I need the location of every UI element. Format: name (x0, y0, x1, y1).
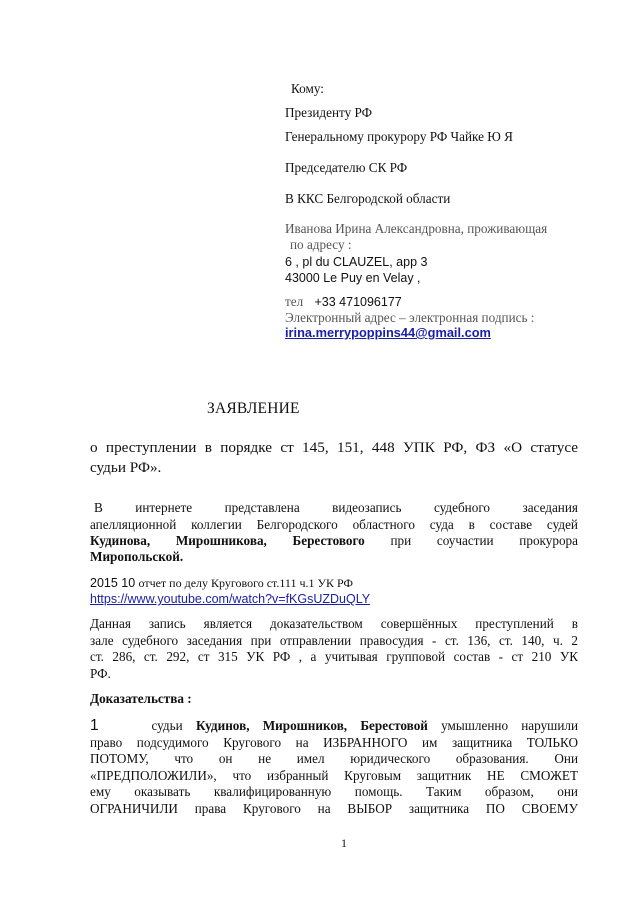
para3-judges: Кудинов, Мирошников, Берестовой (195, 718, 428, 733)
para3-line3: ПОТОМУ, что он не имел юридического образования. Они (90, 751, 578, 766)
page-number: 1 (341, 836, 347, 850)
paragraph-2 (90, 616, 578, 666)
para2-line1: Данная запись является доказательством совершённых преступлений в (90, 616, 578, 631)
sender-phone-row (285, 294, 402, 310)
para2-line3: ст. 286, ст. 292, ст 315 УК РФ , а учитывая групповой состав - ст 210 УК (90, 649, 578, 664)
subject-line2: судьи РФ». (90, 459, 162, 476)
para3-line1-rest: умышленно нарушили (441, 718, 578, 733)
para1-line1: В интернете представлена видеозапись судебного заседания (94, 500, 578, 515)
recipient-prosecutor: Генеральному прокурору РФ Чайке Ю Я (285, 129, 513, 144)
phone-label: тел (285, 294, 304, 309)
paragraph-3 (90, 718, 578, 817)
video-caption-row (90, 575, 353, 591)
para3-line4: «ПРЕДПОЛОЖИЛИ», что избранный Круговым защитник НЕ СМОЖЕТ (90, 767, 578, 783)
video-link[interactable]: https://www.youtube.com/watch?v=fKGsUZDuQLY (90, 592, 371, 606)
para1-line2: апелляционной коллегии Белгородского областного суда в составе судей (90, 516, 578, 532)
recipient-kks: В ККС Белгородской области (285, 191, 451, 206)
para1-line3 (90, 533, 578, 550)
recipient-investigative-committee: Председателю СК РФ (285, 160, 408, 175)
item-number: 1 (90, 718, 99, 734)
email-link[interactable]: irina.merrypoppins44@gmail.com (285, 325, 491, 340)
para2-line4: РФ. (90, 666, 111, 681)
judges-names: Кудинова, Мирошникова, Берестового (90, 533, 365, 548)
sender-address-line2: 43000 Le Puy en Velay , (285, 271, 421, 285)
evidence-heading: Доказательства : (90, 691, 192, 706)
phone-number: +33 471096177 (314, 295, 402, 309)
subject-block (90, 438, 578, 458)
para1-line3-rest: при соучастии прокурора (390, 533, 578, 548)
to-label: Кому: (291, 81, 324, 96)
sender-name: Иванова Ирина Александровна, проживающая (285, 221, 548, 236)
prosecutor-name: Миропольской. (90, 549, 184, 564)
para3-line2: право подсудимого Кругового на ИЗБРАННОГО им защитника ТОЛЬКО (90, 734, 578, 750)
video-date: 2015 10 (90, 576, 136, 590)
sender-address-line1: 6 , pl du CLAUZEL, app 3 (285, 255, 428, 269)
paragraph-1 (90, 500, 578, 550)
sender-address-label: по адресу : (290, 237, 352, 252)
subject-line1: о преступлении в порядке ст 145, 151, 448 УПК РФ, ФЗ «О статусе (90, 439, 578, 456)
email-label: Электронный адрес – электронная подпись : (285, 310, 535, 325)
para3-line1-pre: судьи (151, 718, 183, 733)
document-title: ЗАЯВЛЕНИЕ (207, 400, 300, 417)
para3-line5: ему оказывать квалифицированную помощь. Таким образом, они (90, 784, 578, 799)
recipient-president: Президенту РФ (285, 105, 373, 120)
para3-line6: ОГРАНИЧИЛИ права Кругового на ВЫБОР защитника ПО СВОЕМУ (90, 800, 578, 816)
para2-line2: зале судебного заседания при отправлении правосудия - ст. 136, ст. 140, ч. 2 (90, 632, 578, 648)
para3-line1 (90, 718, 578, 735)
video-caption: отчет по делу Кругового ст.111 ч.1 УК РФ (138, 576, 353, 590)
